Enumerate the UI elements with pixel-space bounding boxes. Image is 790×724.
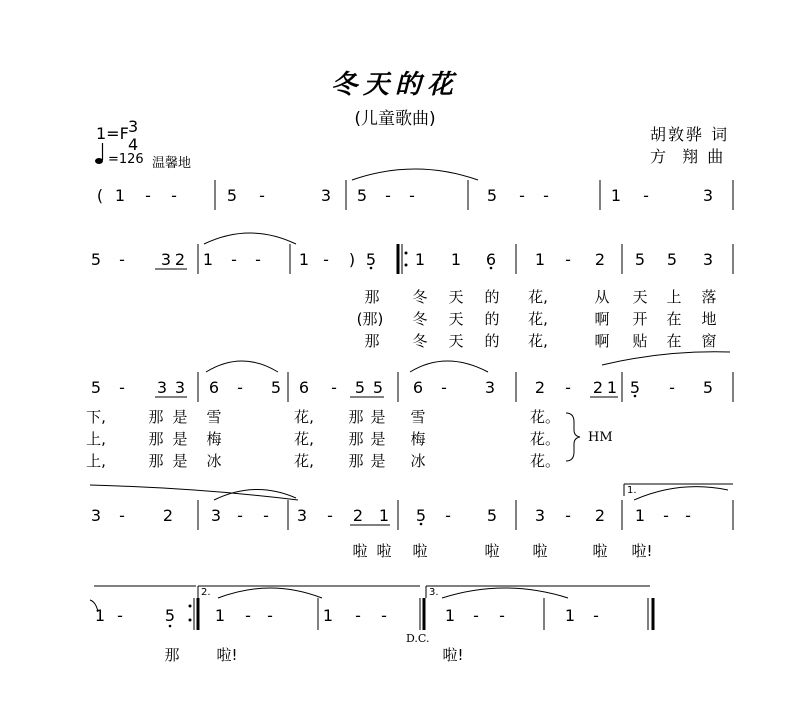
note: 5: [226, 186, 238, 205]
lyric: 落: [701, 288, 717, 306]
dash: -: [171, 186, 177, 205]
lyric: 那: [364, 288, 380, 306]
note: 5: [354, 378, 366, 397]
song-title: 冬天的花: [330, 70, 459, 100]
note: 2: [352, 506, 364, 525]
note: 3: [702, 250, 714, 269]
dash: -: [263, 506, 269, 525]
lyric: 从: [594, 288, 610, 306]
tempo: =126: [108, 152, 144, 167]
note: 1: [322, 606, 334, 625]
repeat-dot: [189, 619, 192, 622]
lyric: 花。: [530, 452, 561, 470]
lyric: 上,: [86, 452, 106, 470]
dash: -: [409, 186, 415, 205]
note: 1: [634, 506, 646, 525]
lyric: 天: [448, 332, 464, 350]
lyric: 天: [632, 288, 648, 306]
dash: -: [259, 186, 265, 205]
dash: -: [519, 186, 525, 205]
note: 1: [564, 606, 576, 625]
lyric: 啦: [532, 542, 548, 560]
tempo-mark: 温馨地: [152, 156, 192, 171]
brace: [566, 413, 580, 461]
ending-2-label: 2.: [201, 587, 211, 598]
lyric: 天: [448, 288, 464, 306]
note: 2: [534, 378, 546, 397]
lyric: 是: [370, 452, 386, 470]
note: 2: [592, 378, 604, 397]
lyric: 那: [348, 408, 364, 426]
lyric: 花,: [528, 310, 548, 328]
note: 3: [90, 506, 102, 525]
slur: [90, 485, 298, 500]
slur: [442, 588, 568, 598]
slur: [204, 233, 296, 244]
time-signature-top: 3: [128, 117, 139, 136]
note: 5: [486, 186, 498, 205]
note: 2: [594, 250, 606, 269]
hum-mark: HM: [588, 430, 613, 445]
dash: -: [565, 506, 571, 525]
note: 5: [486, 506, 498, 525]
dash: -: [445, 506, 451, 525]
lyric: 是: [370, 408, 386, 426]
dash: -: [385, 186, 391, 205]
note: 3: [174, 378, 186, 397]
dash: -: [331, 378, 337, 397]
dash: -: [117, 606, 123, 625]
note: 5: [415, 506, 427, 525]
dash: -: [237, 506, 243, 525]
note: 5: [90, 378, 102, 397]
lyric: 在: [666, 332, 682, 350]
lyric: 啦: [412, 542, 428, 560]
lyric: 花。: [530, 408, 561, 426]
note: 1: [94, 606, 106, 625]
slur: [352, 169, 478, 180]
dash: -: [119, 378, 125, 397]
lyric: 花,: [294, 452, 314, 470]
dash: -: [543, 186, 549, 205]
note: 5: [164, 606, 176, 625]
slur: [218, 588, 322, 598]
lyric: 啦: [376, 542, 392, 560]
dash: -: [663, 506, 669, 525]
lyric: 雪: [206, 408, 222, 426]
note: 6: [485, 250, 497, 269]
slur: [410, 361, 488, 372]
lyric: 花,: [294, 408, 314, 426]
note: 1: [298, 250, 310, 269]
slur: [206, 361, 278, 372]
note: 3: [484, 378, 496, 397]
note: 3: [296, 506, 308, 525]
note: 5: [629, 378, 641, 397]
note: 5: [666, 250, 678, 269]
lyric: 上,: [86, 430, 106, 448]
lyric: 啊: [594, 332, 610, 350]
lyric: 冰: [206, 452, 222, 470]
lyric: 花,: [528, 332, 548, 350]
ending-3-label: 3.: [429, 587, 439, 598]
dash: -: [499, 606, 505, 625]
dash: -: [565, 378, 571, 397]
lyric: 是: [172, 430, 188, 448]
song-subtitle: (儿童歌曲): [354, 109, 436, 129]
note: 1: [214, 606, 226, 625]
note: 1: [610, 186, 622, 205]
note: 5: [634, 250, 646, 269]
lyric: 那: [164, 646, 180, 664]
dash: -: [267, 606, 273, 625]
key-signature: 1=F: [96, 124, 129, 143]
dash: -: [593, 606, 599, 625]
lyric: 在: [666, 310, 682, 328]
note: 3: [702, 186, 714, 205]
lyric: 的: [484, 310, 500, 328]
dash: -: [323, 250, 329, 269]
lyric: 梅: [410, 430, 426, 448]
quarter-note-icon: [95, 158, 103, 164]
lyric: (那): [356, 310, 384, 328]
lyric: 的: [484, 288, 500, 306]
lyric: 窗: [701, 332, 717, 350]
lyric: 啦: [352, 542, 368, 560]
dash: -: [473, 606, 479, 625]
note: 2: [174, 250, 186, 269]
dash: -: [669, 378, 675, 397]
lyric: 啦!: [442, 646, 464, 664]
note: 3: [534, 506, 546, 525]
lyric: 梅: [206, 430, 222, 448]
dash: -: [245, 606, 251, 625]
lyric: 那: [348, 430, 364, 448]
dash: -: [381, 606, 387, 625]
lyric: 的: [484, 332, 500, 350]
lyric: 冰: [410, 452, 426, 470]
lyric: 啦!: [631, 542, 653, 560]
ending-1-label: 1.: [627, 485, 637, 496]
lyric: 是: [172, 452, 188, 470]
dc-mark: D.C.: [406, 632, 430, 645]
lyric: 天: [448, 310, 464, 328]
note: 1: [444, 606, 456, 625]
note: 5: [356, 186, 368, 205]
composer-credit: 方 翔 曲: [650, 147, 726, 166]
paren-close: ): [348, 250, 356, 269]
dash: -: [355, 606, 361, 625]
note: 1: [378, 506, 390, 525]
lyric: 啦: [592, 542, 608, 560]
dash: -: [565, 250, 571, 269]
repeat-dot: [189, 605, 192, 608]
lyric: 上: [666, 288, 682, 306]
lyric: 那: [148, 430, 164, 448]
note: 2: [594, 506, 606, 525]
note: 5: [365, 250, 377, 269]
lyricist-credit: 胡敦骅 词: [650, 125, 730, 144]
note: 6: [298, 378, 310, 397]
lyric: 花,: [294, 430, 314, 448]
dash: -: [643, 186, 649, 205]
dash: -: [327, 506, 333, 525]
dash: -: [441, 378, 447, 397]
lyric: 地: [701, 310, 717, 328]
note: 2: [162, 506, 174, 525]
slur: [634, 487, 728, 500]
note: 3: [320, 186, 332, 205]
note: 1: [114, 186, 126, 205]
dash: -: [685, 506, 691, 525]
dash: -: [255, 250, 261, 269]
lyric: 是: [370, 430, 386, 448]
dash: -: [119, 250, 125, 269]
lyric: 啦!: [216, 646, 238, 664]
lyric: 那: [348, 452, 364, 470]
lyric: 那: [148, 408, 164, 426]
note: 3: [160, 250, 172, 269]
lyric: 开: [632, 310, 648, 328]
lyric: 贴: [632, 332, 648, 350]
note: 6: [208, 378, 220, 397]
lyric: 冬: [412, 288, 428, 306]
note: 1: [450, 250, 462, 269]
note: 1: [534, 250, 546, 269]
lyric: 雪: [410, 408, 426, 426]
lyric: 那: [364, 332, 380, 350]
note: 5: [372, 378, 384, 397]
lyric: 啦: [484, 542, 500, 560]
note: 3: [156, 378, 168, 397]
dash: -: [237, 378, 243, 397]
lyric: 啊: [594, 310, 610, 328]
lyric: 是: [172, 408, 188, 426]
lyric: 冬: [412, 332, 428, 350]
lyric: 花。: [530, 430, 561, 448]
dash: -: [231, 250, 237, 269]
dash: -: [119, 506, 125, 525]
note: 6: [412, 378, 424, 397]
note: 3: [210, 506, 222, 525]
lyric: 下,: [86, 408, 106, 426]
note: 5: [270, 378, 282, 397]
note: 5: [90, 250, 102, 269]
octave-dot: [169, 625, 172, 628]
dash: -: [145, 186, 151, 205]
note: 1: [606, 378, 618, 397]
time-signature-bottom: 4: [128, 135, 139, 154]
slur: [602, 352, 730, 365]
lyric: 花,: [528, 288, 548, 306]
note: 1: [202, 250, 214, 269]
paren-open: (: [96, 186, 104, 205]
lyric: 那: [148, 452, 164, 470]
note: 1: [414, 250, 426, 269]
lyric: 冬: [412, 310, 428, 328]
note: 5: [702, 378, 714, 397]
